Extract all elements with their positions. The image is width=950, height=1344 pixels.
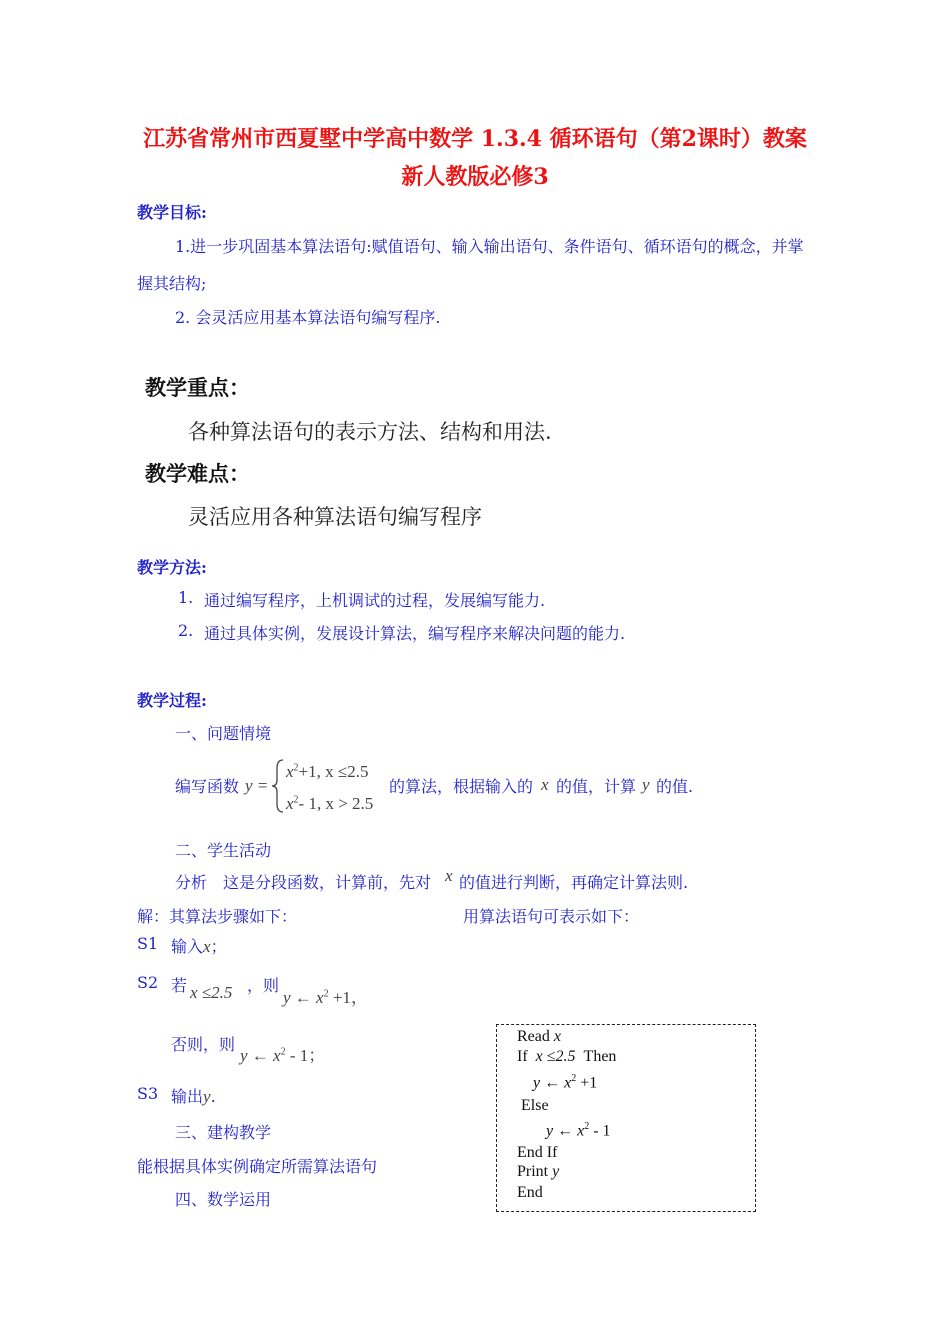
- step-s2-if: 若: [171, 976, 188, 995]
- code-read: Read x: [517, 1028, 561, 1045]
- method-item-2-num: 2.: [178, 621, 194, 640]
- section-heading-4: 四、数学运用: [175, 1190, 272, 1209]
- code-assign-1: y ← $x^2 +1$: [533, 1073, 598, 1092]
- task-var-x: x: [541, 775, 549, 794]
- section-heading-1: 一、问题情境: [175, 724, 272, 743]
- objective-item-2: 2. 会灵活应用基本算法语句编写程序.: [175, 308, 441, 327]
- method-item-1-num: 1.: [178, 588, 194, 607]
- objective-item-1-cont: 握其结构;: [137, 274, 207, 293]
- difficulty-heading: 教学难点：: [145, 462, 250, 486]
- code-end-if: End If: [517, 1144, 558, 1161]
- piece-2: $x^2-$ 1, x > 2.5: [286, 794, 374, 813]
- analysis-text-b: 的值进行判断，再确定计算法则.: [459, 873, 689, 892]
- analysis-var-x: x: [445, 866, 453, 885]
- code-if: If x ≤2.5 Then: [517, 1048, 617, 1065]
- task-end: 的值.: [656, 777, 694, 796]
- step-s2-label: S2: [137, 973, 159, 992]
- document-title-line2: 新人教版必修3: [401, 164, 549, 190]
- piece-1: $x^2+1$, x ≤2.5: [286, 762, 369, 781]
- piecewise-brace: [271, 758, 285, 814]
- code-else: Else: [521, 1097, 549, 1114]
- section-heading-2: 二、学生活动: [175, 841, 272, 860]
- method-item-2: 通过具体实例，发展设计算法，编写程序来解决问题的能力.: [204, 624, 626, 643]
- section-heading-3: 三、建构教学: [175, 1123, 272, 1142]
- task-var-y: y: [642, 775, 650, 794]
- code-end: End: [517, 1184, 543, 1201]
- task-mid-1: 的算法，根据输入的: [389, 777, 534, 796]
- analysis-text-a: 分析 这是分段函数，计算前，先对: [175, 873, 432, 892]
- step-s1-label: S1: [137, 934, 159, 953]
- objective-item-1: 1.进一步巩固基本算法语句:赋值语句、输入输出语句、条件语句、循环语句的概念，并掌: [175, 237, 804, 256]
- step-s3-label: S3: [137, 1084, 159, 1103]
- methods-heading: 教学方法:: [137, 558, 207, 577]
- code-print: Print y: [517, 1163, 560, 1180]
- code-assign-2: y ← $x^2 - 1$: [546, 1121, 611, 1140]
- difficulty-text: 灵活应用各种算法语句编写程序: [188, 505, 482, 529]
- document-title-line1: 江苏省常州市西夏墅中学高中数学 1.3.4 循环语句（第2课时）教案: [143, 126, 807, 152]
- construct-text: 能根据具体实例确定所需算法语句: [137, 1157, 378, 1176]
- step-s2-else: 否则，则: [171, 1035, 236, 1054]
- focus-text: 各种算法语句的表示方法、结构和用法.: [188, 420, 552, 444]
- step-s1-text: 输入x；: [171, 937, 227, 956]
- step-s2-else-assign: y ← $x^2 - 1$；: [240, 1046, 326, 1065]
- step-s2-then: ，则: [247, 976, 280, 995]
- objectives-heading: 教学目标:: [137, 203, 207, 222]
- solution-intro-right: 用算法语句可表示如下：: [463, 907, 640, 926]
- step-s2-assign: y ← $x^2 +1$，: [283, 988, 368, 1007]
- focus-heading: 教学重点：: [145, 376, 250, 400]
- solution-intro: 解：其算法步骤如下：: [137, 907, 298, 926]
- step-s2-condition: x ≤2.5: [190, 983, 233, 1002]
- task-mid-2: 的值，计算: [556, 777, 637, 796]
- step-s3-text: 输出y.: [171, 1087, 216, 1106]
- method-item-1: 通过编写程序，上机调试的过程，发展编写能力.: [204, 591, 546, 610]
- task-prefix: 编写函数: [175, 777, 240, 796]
- function-y: y =: [245, 776, 269, 795]
- process-heading: 教学过程:: [137, 691, 207, 710]
